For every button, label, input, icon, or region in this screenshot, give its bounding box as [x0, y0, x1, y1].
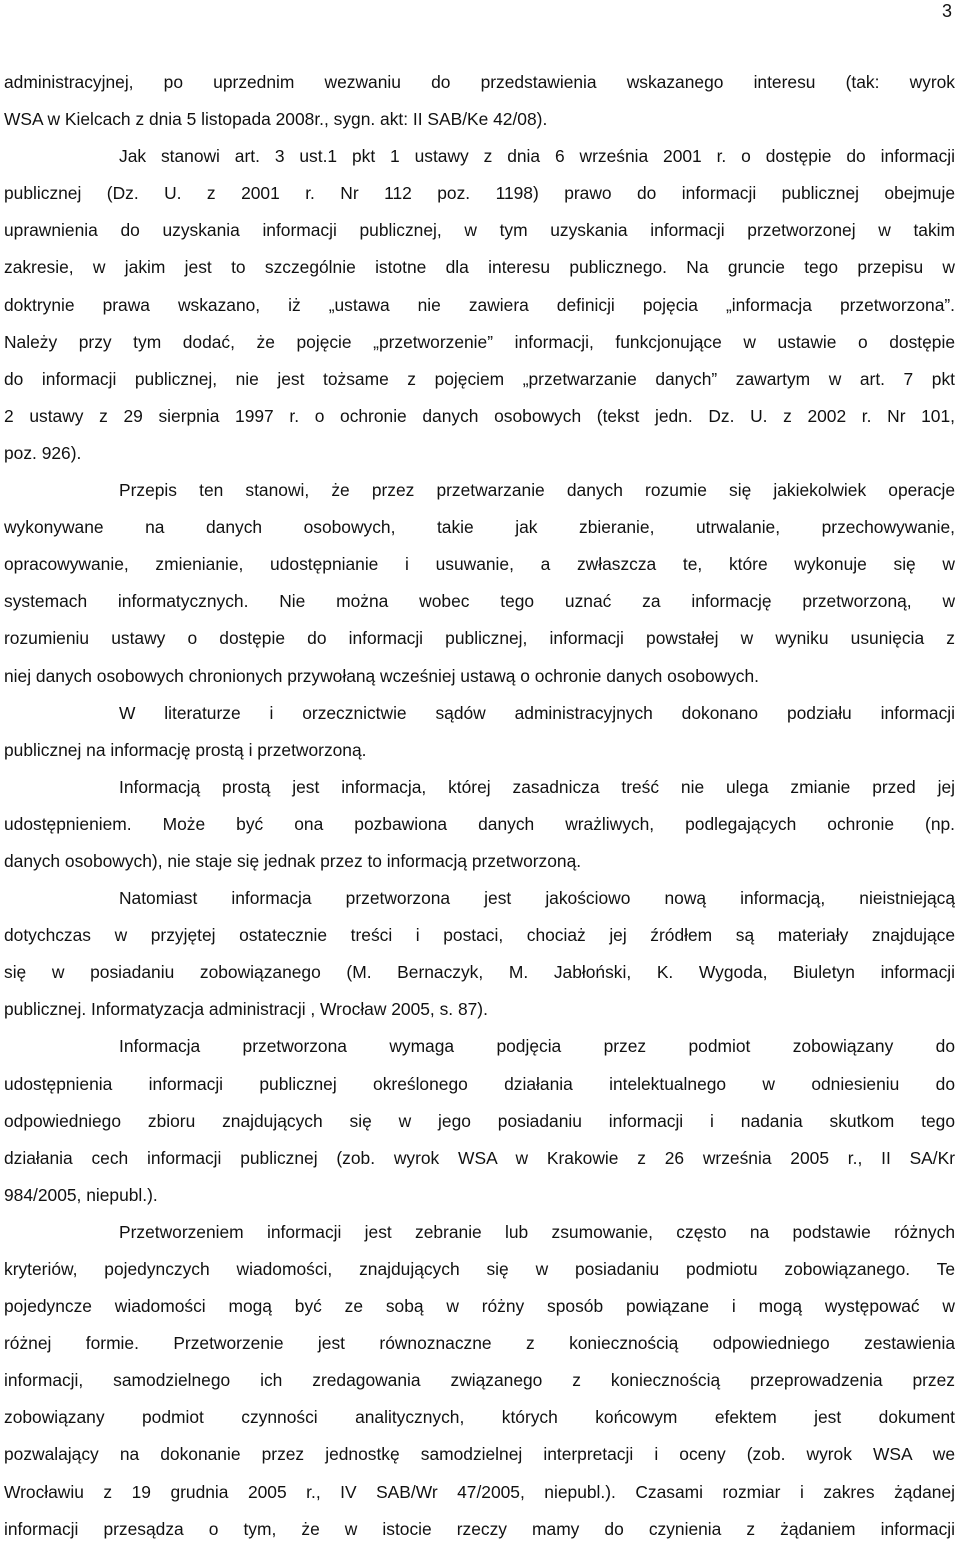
text-line: różnej formie. Przetworzenie jest równoznaczne z koniecznością odpowiedniego zestawienia — [4, 1333, 955, 1354]
document-body — [4, 64, 955, 1548]
text-line: się w posiadaniu zobowiązanego (M. Bernaczyk, M. Jabłoński, K. Wygoda, Biuletyn informacji — [4, 962, 955, 983]
text-line: Przepis ten stanowi, że przez przetwarzanie danych rozumie się jakiekolwiek operacje — [119, 480, 955, 501]
text-line: do informacji publicznej, nie jest tożsame z pojęciem „przetwarzanie danych” zawartym w art. 7 pkt — [4, 368, 955, 389]
text-line: administracyjnej, po uprzednim wezwaniu do przedstawienia wskazanego interesu (tak: wyrok — [4, 72, 955, 92]
text-line: opracowywanie, zmienianie, udostępnianie i usuwanie, a zwłaszcza te, które wykonuje się w — [4, 554, 955, 575]
text-line: Wrocławiu z 19 grudnia 2005 r., IV SAB/Wr 47/2005, niepubl.). Czasami rozmiar i zakres żądanej — [4, 1481, 955, 1502]
text-line: publicznej (Dz. U. z 2001 r. Nr 112 poz. 1198) prawo do informacji publicznej obejmuje — [4, 183, 955, 204]
text-line: W literaturze i orzecznictwie sądów administracyjnych dokonano podziału informacji — [119, 702, 955, 723]
text-line: doktrynie prawa wskazano, iż „ustawa nie zawiera definicji pojęcia „informacja przetworzona”. — [4, 294, 955, 315]
text-line: Informacja przetworzona wymaga podjęcia przez podmiot zobowiązany do — [119, 1036, 955, 1057]
text-line: dotychczas w przyjętej ostatecznie treści i postaci, chociaż jej źródłem są materiały znajdujące — [4, 925, 955, 946]
text-line: 984/2005, niepubl.). — [4, 1184, 158, 1205]
text-line: pojedyncze wiadomości mogą być ze sobą w różny sposób powiązane i mogą występować w — [4, 1296, 955, 1317]
text-line: Natomiast informacja przetworzona jest jakościowo nową informacją, nieistniejącą — [119, 888, 955, 909]
text-line: zakresie, w jakim jest to szczególnie istotne dla interesu publicznego. Na gruncie tego przepisu w — [4, 257, 955, 278]
text-line: udostępnienia informacji publicznej określonego działania intelektualnego w odniesieniu do — [4, 1073, 955, 1094]
text-line: rozumieniu ustawy o dostępie do informacji publicznej, informacji powstałej w wyniku usunięcia z — [4, 628, 955, 649]
text-line: Należy przy tym dodać, że pojęcie „przetworzenie” informacji, funkcjonujące w ustawie o dostępie — [4, 331, 955, 352]
text-line: informacji, samodzielnego ich zredagowania związanego z koniecznością przeprowadzenia przez — [4, 1370, 955, 1391]
text-line: systemach informatycznych. Nie można wobec tego uznać za informację przetworzoną, w — [4, 591, 955, 612]
text-line: Przetworzeniem informacji jest zebranie lub zsumowanie, często na podstawie różnych — [119, 1221, 955, 1242]
text-line: uprawnienia do uzyskania informacji publicznej, w tym uzyskania informacji przetworzonej w takim — [4, 220, 955, 241]
text-line: działania cech informacji publicznej (zob. wyrok WSA w Krakowie z 26 września 2005 r., II SA/Kr — [4, 1147, 955, 1168]
text-line: Jak stanowi art. 3 ust.1 pkt 1 ustawy z dnia 6 września 2001 r. o dostępie do informacji — [119, 146, 955, 167]
text-line: publicznej na informację prostą i przetworzoną. — [4, 739, 367, 760]
text-line: zobowiązany podmiot czynności analitycznych, których końcowym efektem jest dokument — [4, 1407, 955, 1428]
text-line: niej danych osobowych chronionych przywołaną wcześniej ustawą o ochronie danych osobowych. — [4, 665, 759, 686]
text-line: WSA w Kielcach z dnia 5 listopada 2008r., sygn. akt: II SAB/Ke 42/08). — [4, 109, 548, 130]
page-number: 3 — [941, 1, 952, 21]
text-line: kryteriów, pojedynczych wiadomości, znajdujących się w posiadaniu podmiotu zobowiązanego. Te — [4, 1259, 955, 1279]
text-line: publicznej. Informatyzacja administracji , Wrocław 2005, s. 87). — [4, 999, 488, 1020]
text-line: poz. 926). — [4, 442, 82, 463]
text-line: danych osobowych), nie staje się jednak przez to informacją przetworzoną. — [4, 850, 582, 871]
text-line: informacji przesądza o tym, że w istocie rzeczy mamy do czynienia z żądaniem informacji — [4, 1518, 955, 1539]
text-line: odpowiedniego zbioru znajdujących się w jego posiadaniu informacji i nadania skutkom tego — [4, 1110, 955, 1131]
text-line: wykonywane na danych osobowych, takie jak zbieranie, utrwalanie, przechowywanie, — [4, 517, 955, 538]
text-line: 2 ustawy z 29 sierpnia 1997 r. o ochronie danych osobowych (tekst jedn. Dz. U. z 2002 r. Nr 101, — [4, 405, 955, 426]
text-line: Informacją prostą jest informacja, której zasadnicza treść nie ulega zmianie przed jej — [119, 776, 955, 797]
text-line: udostępnieniem. Może być ona pozbawiona danych wrażliwych, podlegających ochronie (np. — [4, 813, 955, 834]
text-line: pozwalający na dokonanie przez jednostkę samodzielnej interpretacji i oceny (zob. wyrok WSA we — [4, 1444, 955, 1465]
